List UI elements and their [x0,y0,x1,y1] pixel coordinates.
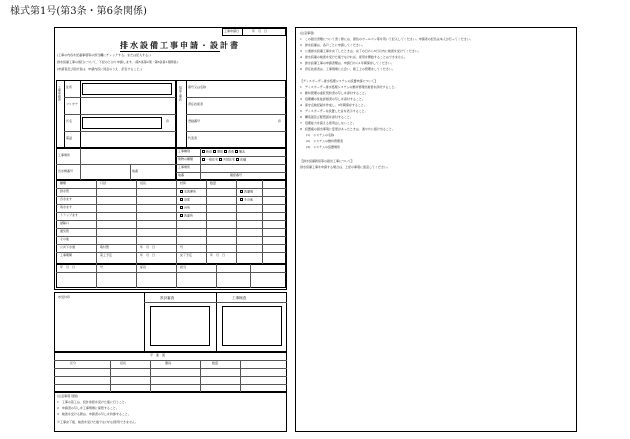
remark-5: 5 排水設備工事の申請書類は、申請日から1年間保存してください。 [300,61,394,65]
checkbox-toilet[interactable] [180,190,183,193]
note-4: 4 保守点検記録を作成し、3年間保存すること。 [300,103,367,107]
period-end-label: 完了予定 [180,253,193,257]
facility-item-sewage-basin: 汚水ます [60,197,73,201]
check-other: その他 [240,198,253,202]
applicant-name-label: 氏名 [66,119,73,123]
facility-header-length: 延長 [140,181,147,185]
applicant-address-label: 住所 [66,85,73,89]
note-8: 8 設置後の届出事項に変更があったときは、速やかに届け出ること。 [300,127,395,131]
applicant-furigana-label: フリガナ [66,102,78,106]
checkbox-other[interactable] [240,198,243,201]
designer-label: 指定工事店 [178,86,183,101]
sewer-connect-label: 取付管 [100,245,110,249]
checkbox-shop[interactable] [236,158,239,161]
applicant-phone-label: 電話 [66,136,73,140]
designer-seal: 印 [278,119,282,123]
disposal-text: 排水設備工事を申請する場合は、上記の事項に留意してください。 [300,165,391,169]
receipt-label: 工事申請日 [224,29,240,33]
period-label: 工事期間 [60,253,73,257]
checkbox-new[interactable] [202,150,205,153]
disposal-title: 【排水設備新設等の届出工事について】 [300,159,354,163]
checkbox-modify[interactable] [224,150,227,153]
plot-label: 地番 [178,173,185,177]
note-sub-2: (2) システムの維持管理者 [306,139,343,143]
check-toilet: 水洗便所 [180,190,196,194]
approval-row [56,264,286,288]
sewer-no-1: 号 [180,245,184,249]
check-washroom: 洗面所 [180,214,193,218]
applicant-address-field[interactable] [82,83,172,95]
plan-col-qty: 数量 [212,361,219,365]
note-6: 6 構造図及び配管図を添付すること。 [300,115,353,119]
designer-responsible-label: 責任技術者 [188,102,204,106]
plan-col-fixture: 器具 [165,361,172,365]
check-kitchen: 台所 [180,206,190,210]
note-sub-3: (3) システムの設置場所 [306,145,340,149]
receipt-stamp-label: 市受付印 [58,295,71,299]
note-1: 1 ディスポーザー排水処理システムの維持管理計画書を添付すること。 [300,85,398,89]
facility-header-diameter: 口径 [100,181,107,185]
construction-type-options: 新設 増設 改造 撤去 [202,150,245,154]
work-inspection-label: 工事検査 [232,296,247,300]
plot-no-label: 地番 [132,169,139,173]
plan-col-length: 延長 [120,361,127,365]
construction-location-label: 工事場所 [178,165,191,169]
remark-6: 6 責任技術者は、工事現場に立会い、施工上の管理をしてください。 [300,67,395,71]
pipe-no-label: 汚水桝番号 [58,169,74,173]
facility-item-trap: トラップます [60,213,78,217]
period-start-date: 年 月 日 [140,253,156,257]
remark-1: 1 この届出書類について書く際には、黒色のボールペン等を用いて記入してください。申請者の記名は本人が行ってください。 [300,37,473,41]
remark-2: 2 排水設備は、各戸ごとに申請してください。 [300,43,365,47]
receipt-date: 年 月 日 [252,29,268,33]
facility-item-pipe: 排水管 [60,189,70,193]
inspection-stamp-area [222,306,282,346]
period-end-date: 年 月 日 [210,253,226,257]
footer-note-3: 3 検査を受ける際は、申請書の写しを持参すること。 [57,412,131,416]
survey-no-label: 確認番号 [230,173,243,177]
footer-note-1: 1 工事の着工は、設計承認を受けた後に行うこと。 [57,400,128,404]
approval-staff-label: 担当 [180,265,187,269]
facility-item-other: その他 [60,237,70,241]
intro-line-2: 排水設備工事の施行について、下記のとおり申請します。(第5条第2項・第6条第1項関係) [57,60,178,64]
facility-header-qty: 数量 [210,181,217,185]
footer-note-2: 2 申請書の写しを工事現場に保管すること。 [57,406,119,410]
checkbox-apartment[interactable] [219,158,222,161]
plan-col-section: 区分 [70,361,77,365]
note-2: 2 維持管理の委託契約書の写しを添付すること。 [300,91,368,95]
notes-title: 【ディスポーザー排水処理システムの設置申請について】 [300,79,378,83]
intro-line-3: (申請者及び設計者は、申請内容に同意のうえ、記名すること。) [57,67,143,71]
designer-rep-label: 代表者 [188,136,198,140]
check-bath: 浴室 [180,198,190,202]
note-3: 3 処理槽の性能評価書の写しを添付すること。 [300,97,365,101]
building-use-options: 一般住宅 共同住宅 店舗 [202,158,246,162]
note-7: 7 処理能力を超える使用はしないこと。 [300,121,356,125]
facility-item-vent: 通気管 [60,229,70,233]
approval-no-label: 号 [100,265,104,269]
form-number: 様式第1号(第3条・第6条関係) [10,6,147,17]
facility-header-material: 材質 [180,181,187,185]
location-label: 工事場所 [58,153,71,157]
approval-chief-label: 係長 [140,265,147,269]
applicant-vertical-label: 工事申請者 [57,86,62,101]
sewer-date-1: 年 月 日 [140,245,156,249]
remark-3: 3 公道排水設備工事を完了したときは、完了の日から5日以内に検査を受けてください。 [300,49,421,53]
plan-table [54,352,287,392]
note-5: 5 ディスポーザーを設置した旨を表示すること。 [300,109,368,113]
checkbox-house[interactable] [202,158,205,161]
sewer-label: 公共下水道 [60,245,76,249]
remarks-title: (注意事項) [300,31,315,35]
remark-4: 4 排水設備の検査を受けた後でなければ、使用を開始することはできません。 [300,55,408,59]
checkbox-remove[interactable] [235,150,238,153]
footer-notes-title: (注意事項 別紙) [57,394,79,398]
period-start-label: 着工予定 [100,253,113,257]
checkbox-extend[interactable] [213,150,216,153]
bottom-note: ※工事完了後、検査を受けた後でなければ使用できません。 [57,420,139,424]
checkbox-washroom[interactable] [180,214,183,217]
checkbox-laundry[interactable] [240,190,243,193]
applicant-name-field[interactable] [82,117,162,129]
checkbox-bath[interactable] [180,198,183,201]
check-laundry: 洗濯場 [240,190,253,194]
intro-line-1: (工事の内容を記載事項等の該当欄にチェックする。または記入する。) [57,53,151,57]
design-review-label: 設計審査 [160,296,175,300]
facility-item-cleanout: 掃除口 [60,221,70,225]
facility-item-rain-basin: 雨水ます [60,205,73,209]
applicant-seal: 印 [166,119,170,123]
plan-table-title: 平 面 図 [150,353,166,357]
approval-date-label: 年 月 日 [60,265,76,269]
form-title: 排水設備工事申請・設計書 [120,40,240,50]
building-type-label: 建物の種類 [178,157,194,161]
construction-type-label: 工事種別 [178,149,191,153]
facility-header-type: 種類 [60,181,67,185]
design-review-stamp-area [150,306,210,346]
designer-company-label: 商号又は名称 [188,85,207,89]
checkbox-kitchen[interactable] [180,206,183,209]
note-sub-1: (1) システムの名称 [306,133,334,137]
designer-reg-label: 登録番号 [188,119,201,123]
